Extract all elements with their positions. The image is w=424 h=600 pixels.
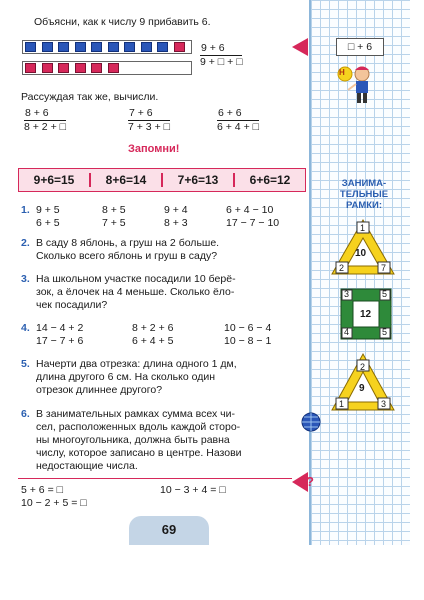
fraction-1: $\frac{8 + 6}{8 + 2 + □}$ <box>24 107 66 133</box>
task-6-line-1: В занимательных рамках сумма всех чи- <box>36 408 235 420</box>
textbook-page: Объясни, как к числу 9 прибавить 6. $\frac{9 + 6}{9 + □ + □}$ □ + 6 Н Рассуждая так же, вычисли. $\frac{8 + 6}{8 + 2 + □}$ $\frac{7 + 6}{7 + 3 + □}$ $\frac{6 + 6}{6 + 4 + □}$ Запомни! 9+6=15 8+6=14 7+6=13 6+6=12 1. 9 + 5 8 + 5 9 + 4 6 + 4 − 10 6 + 5 7 + 5 8 + 3 17 − 7 − 10 2. В саду 8 яблонь, а груш на 2 больше. Сколько всего яблонь и груш в саду? 3. На школьном участке посадили 10 берё- зок, а ёлочек на 4 меньше. Сколько ёло- чек посадили? 4. 14 − 4 + 2 8 + 2 + 6 10 − 6 − 4 17 − 7 + 6 6 + 4 + 5 10 − 8 − 1 5. Начерти два отрезка: длина одного 1 дм, длина другого 6 см. На сколько один отрезок длиннее другого? 6. В занимательных рамках сумма всех чи- сел, расположенных вдоль каждой сторо- ны многоугольника, должна быть равна числу, которое записано в центре. Назови недостающие числа. ? 5 + 6 = □ 10 − 3 + 4 = □ 10 − 2 + 5 = □ 69 ЗАНИМА- ТЕЛЬНЫЕ РАМКИ: 1 2 7 10 3 5 4 5 12 2 1 3 9 <box>14 0 410 545</box>
task-6-line-3: ны многоугольника, должна быть равна <box>36 434 230 446</box>
task-6-line-2: сел, расположенных вдоль каждой сторо- <box>36 421 241 433</box>
task-3-line-1: На школьном участке посадили 10 берё- <box>36 273 236 285</box>
task-5-number: 5. <box>21 358 30 370</box>
question-mark-icon: ? <box>306 474 314 489</box>
remember-title: Запомни! <box>128 143 180 155</box>
reason-text: Рассуждая так же, вычисли. <box>21 91 159 103</box>
pointer-arrow-icon <box>292 38 308 56</box>
remember-fact-1: 9+6=15 <box>33 173 75 187</box>
counting-square <box>91 63 102 73</box>
intro-text: Объясни, как к числу 9 прибавить 6. <box>34 16 211 28</box>
remember-fact-2: 8+6=14 <box>89 173 161 187</box>
fraction-2: $\frac{7 + 6}{7 + 3 + □}$ <box>128 107 170 133</box>
frame3-left: 1 <box>339 399 345 409</box>
task-6-number: 6. <box>21 408 30 420</box>
divider-line <box>18 478 292 479</box>
frame1-right: 7 <box>381 263 387 273</box>
task-1-number: 1. <box>21 204 30 216</box>
counting-square <box>108 42 119 52</box>
bottom-expr-1: 5 + 6 = □ <box>21 484 63 496</box>
remember-fact-3: 7+6=13 <box>161 173 233 187</box>
frame3-top: 2 <box>360 362 366 372</box>
frame2-tl: 3 <box>344 289 350 299</box>
top-fraction: $\frac{9 + 6}{9 + □ + □}$ <box>200 42 243 68</box>
counting-square <box>25 63 36 73</box>
page-number: 69 <box>129 516 209 545</box>
fraction-3: $\frac{6 + 6}{6 + 4 + □}$ <box>217 107 259 133</box>
task-3-line-2: зок, а ёлочек на 4 меньше. Сколько ёло- <box>36 286 235 298</box>
remember-fact-4: 6+6=12 <box>233 173 305 187</box>
task-2-number: 2. <box>21 237 30 249</box>
task-5-line-2: длина другого 6 см. На сколько один <box>36 371 216 383</box>
frame3-center: 9 <box>359 383 365 394</box>
frame2-tr: 5 <box>382 289 388 299</box>
counting-square <box>108 63 119 73</box>
counting-square <box>75 63 86 73</box>
task-5-line-1: Начерти два отрезка: длина одного 1 дм, <box>36 358 237 370</box>
task-6-line-5: недостающие числа. <box>36 460 138 472</box>
counting-square <box>157 42 168 52</box>
counting-square <box>75 42 86 52</box>
task-2-line-1: В саду 8 яблонь, а груш на 2 больше. <box>36 237 220 249</box>
bottom-expr-3: 10 − 2 + 5 = □ <box>21 497 87 509</box>
bottom-expr-2: 10 − 3 + 4 = □ <box>160 484 226 496</box>
task-2-line-2: Сколько всего яблонь и груш в саду? <box>36 250 218 262</box>
frame1-left: 2 <box>339 263 345 273</box>
counting-square <box>141 42 152 52</box>
frame1-top: 1 <box>360 223 366 233</box>
task-5-line-3: отрезок длиннее другого? <box>36 384 163 396</box>
counting-square <box>91 42 102 52</box>
frame2-bl: 4 <box>344 327 350 337</box>
counting-square <box>42 42 53 52</box>
task-3-number: 3. <box>21 273 30 285</box>
frame2-center: 12 <box>360 309 372 320</box>
frame1-center: 10 <box>355 248 367 259</box>
hint-box: □ + 6 <box>336 38 384 56</box>
frame3-right: 3 <box>381 399 387 409</box>
counting-square <box>25 42 36 52</box>
counting-square <box>58 63 69 73</box>
counting-square <box>58 42 69 52</box>
sidebar-title: ЗАНИМА- ТЕЛЬНЫЕ РАМКИ: <box>339 178 389 211</box>
task-6-line-4: числу, которое записано в центре. Назови <box>36 447 242 459</box>
counting-square <box>174 42 185 52</box>
counting-square <box>124 42 135 52</box>
counting-square <box>42 63 53 73</box>
remember-bar <box>18 168 306 192</box>
badge-letter: Н <box>339 68 345 77</box>
task-4-number: 4. <box>21 322 30 334</box>
task-3-line-3: чек посадили? <box>36 299 108 311</box>
frame2-br: 5 <box>382 327 388 337</box>
globe-icon <box>301 412 321 432</box>
